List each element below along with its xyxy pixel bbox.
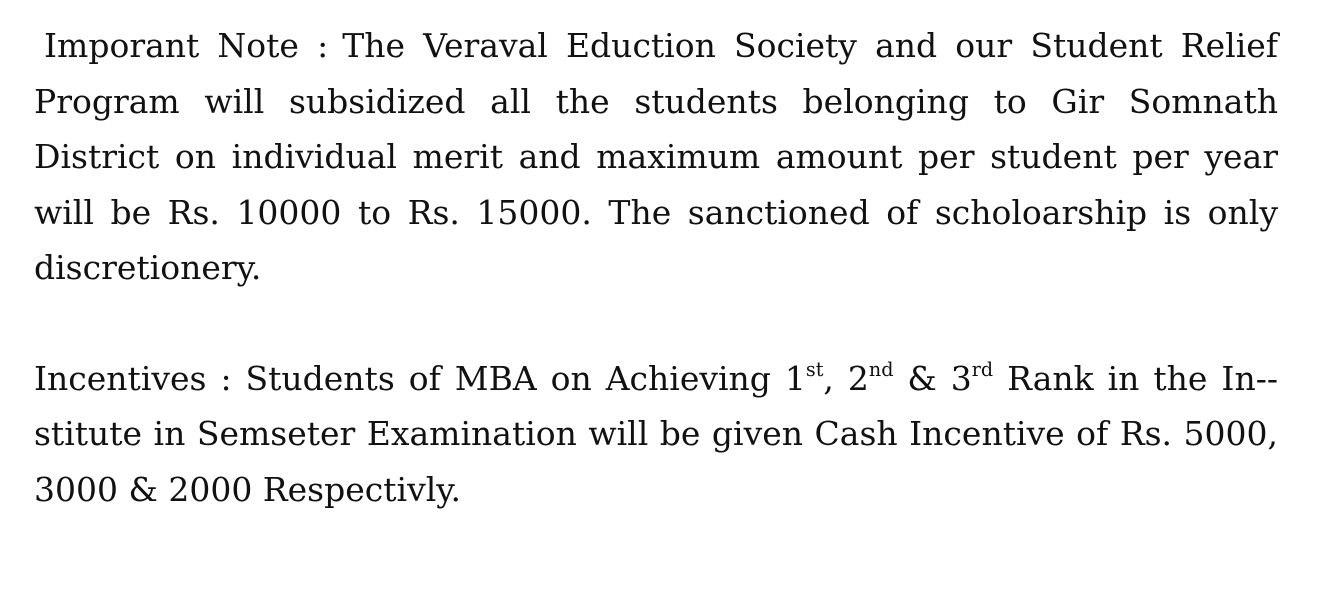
third-rank-suffix: rd — [971, 357, 994, 381]
first-rank-suffix: st — [805, 357, 824, 381]
second-rank-suffix: nd — [868, 357, 894, 381]
important-note-paragraph — [34, 18, 1278, 296]
important-note-label: Imporant Note : — [44, 26, 329, 65]
incentives-tail-text: Rank in the In-stitute in Semseter Examination will be given Cash Incentive of Rs. 5000, 3000 & 2000 Respectivly. — [34, 358, 1279, 509]
incentives-second-rank-text: , 2 — [823, 358, 869, 398]
important-note-text: The Veraval Eduction Society and our Student Relief Program will subsidized all the students belonging to Gir Somnath District on individual merit and maximum amount per student per year will be Rs. 10000 to Rs. 15000. The sanctioned of scholoarship is only discretionery. — [34, 26, 1278, 287]
incentives-lead-text: Incentives : Students of MBA on Achieving 1 — [34, 358, 806, 398]
incentives-third-rank-text: & 3 — [893, 358, 972, 398]
paragraph-spacer — [34, 296, 1278, 351]
document-page — [34, 18, 1278, 517]
incentives-paragraph — [34, 351, 1278, 518]
